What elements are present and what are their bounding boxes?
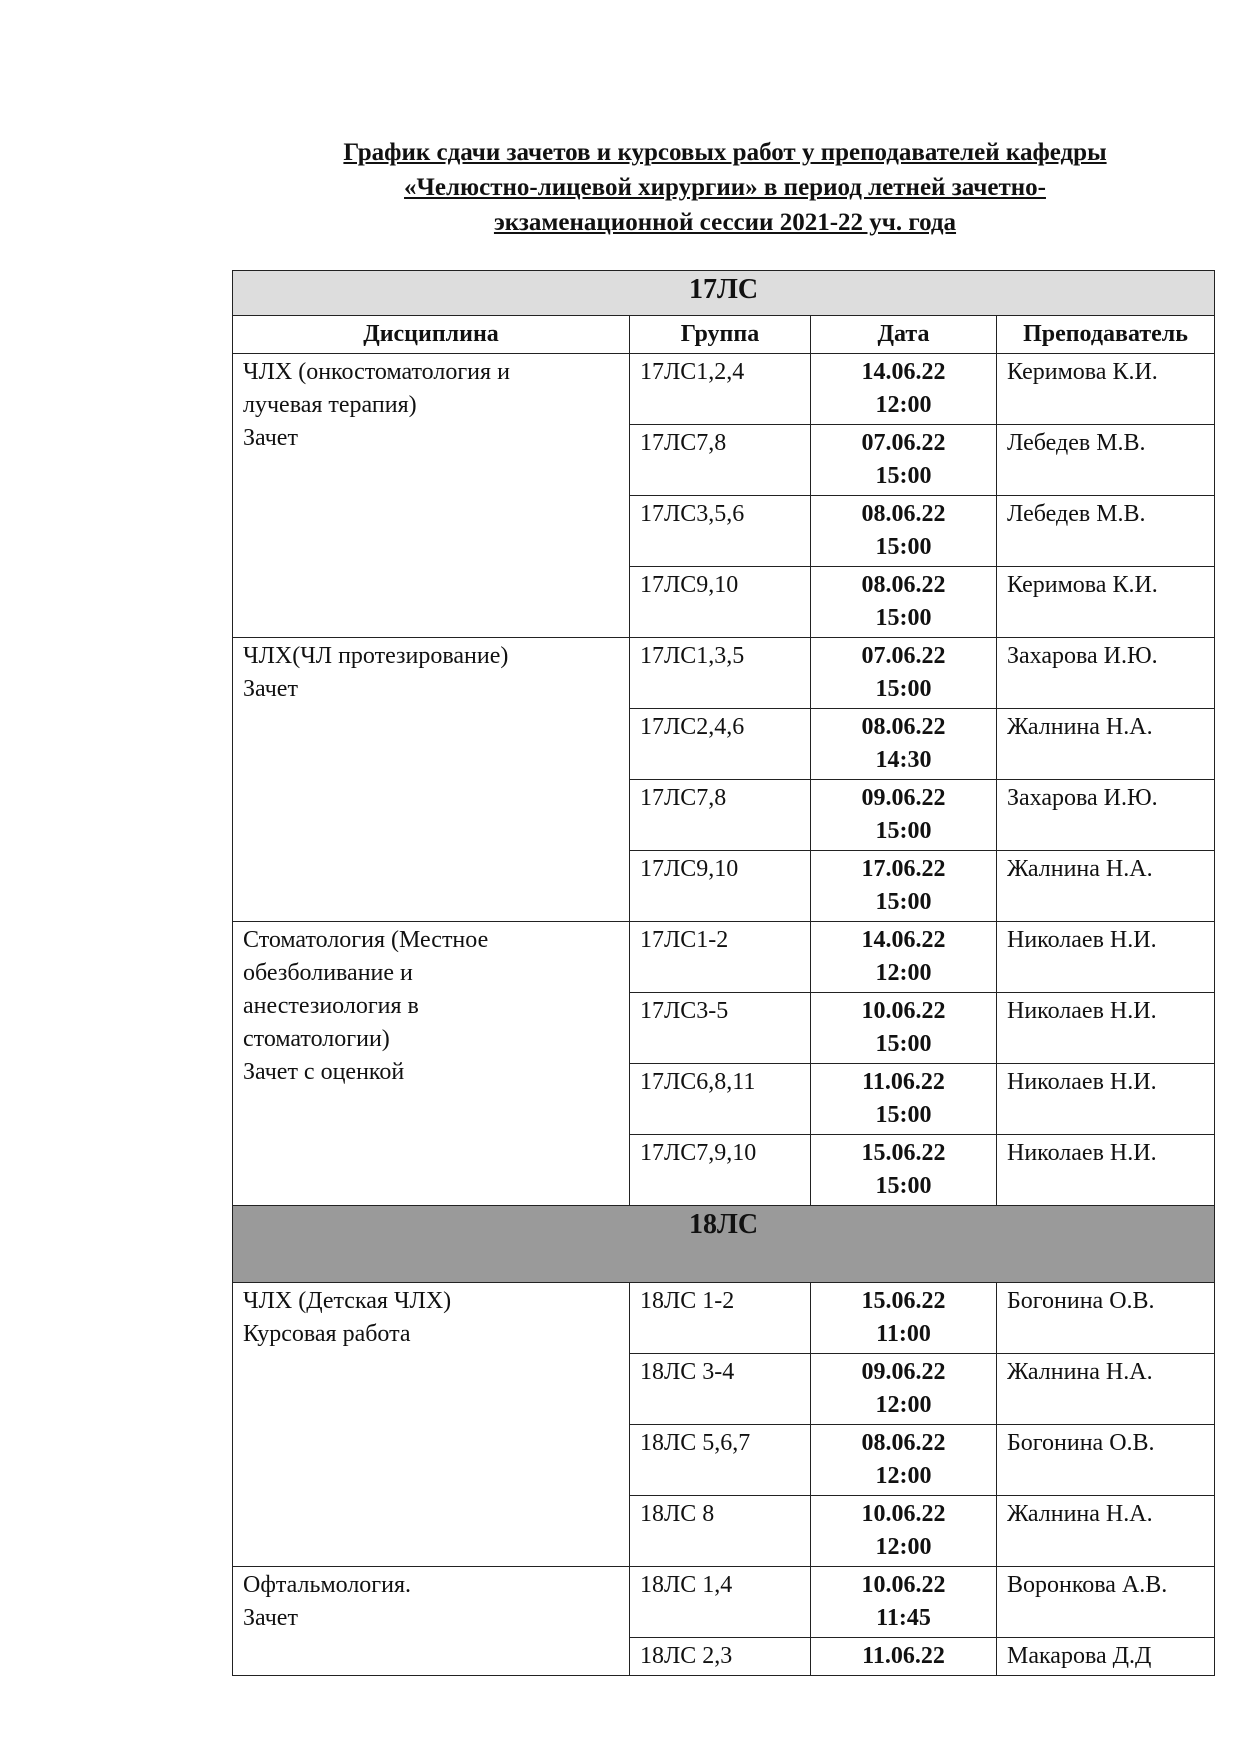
teacher-cell: Жалнина Н.А. bbox=[997, 1354, 1215, 1425]
date-value: 14.06.22 bbox=[861, 927, 946, 953]
teacher-cell: Лебедев М.В. bbox=[997, 425, 1215, 496]
teacher-cell: Керимова К.И. bbox=[997, 567, 1215, 638]
discipline-cell bbox=[233, 638, 630, 922]
discipline-line: Курсовая работа bbox=[243, 1321, 411, 1347]
group-cell: 18ЛС 5,6,7 bbox=[630, 1425, 811, 1496]
column-header-discipline: Дисциплина bbox=[233, 316, 630, 354]
teacher-cell: Жалнина Н.А. bbox=[997, 709, 1215, 780]
date-value: 08.06.22 bbox=[861, 1430, 946, 1456]
time-value: 15:00 bbox=[875, 605, 932, 631]
teacher-cell: Николаев Н.И. bbox=[997, 993, 1215, 1064]
time-value: 15:00 bbox=[875, 1173, 932, 1199]
table-row bbox=[233, 1567, 1215, 1638]
section-title: 17ЛС bbox=[233, 271, 1215, 316]
time-value: 12:00 bbox=[875, 1392, 932, 1418]
discipline-line: Зачет bbox=[243, 425, 298, 451]
group-cell: 18ЛС 2,3 bbox=[630, 1638, 811, 1676]
title-line-2: «Челюстно-лицевой хирургии» в период летней зачетно- bbox=[404, 174, 1046, 201]
document-title bbox=[230, 135, 1220, 240]
title-line-3: экзаменационной сессии 2021-22 уч. года bbox=[493, 209, 957, 236]
time-value: 12:00 bbox=[875, 1463, 932, 1489]
group-cell: 17ЛС7,8 bbox=[630, 425, 811, 496]
date-cell bbox=[811, 1064, 997, 1135]
date-value: 14.06.22 bbox=[861, 359, 946, 385]
date-cell bbox=[811, 354, 997, 425]
date-value: 08.06.22 bbox=[861, 714, 946, 740]
discipline-line: Стоматология (Местное bbox=[243, 927, 489, 953]
discipline-cell bbox=[233, 1567, 630, 1676]
table-row bbox=[233, 1283, 1215, 1354]
teacher-cell: Захарова И.Ю. bbox=[997, 780, 1215, 851]
date-cell bbox=[811, 993, 997, 1064]
time-value: 14:30 bbox=[875, 747, 932, 773]
table-row bbox=[233, 354, 1215, 425]
schedule-table bbox=[232, 270, 1215, 1676]
date-cell bbox=[811, 638, 997, 709]
group-cell: 18ЛС 3-4 bbox=[630, 1354, 811, 1425]
time-value: 11:45 bbox=[876, 1605, 931, 1631]
discipline-cell bbox=[233, 1283, 630, 1567]
teacher-cell: Жалнина Н.А. bbox=[997, 1496, 1215, 1567]
group-cell: 17ЛС6,8,11 bbox=[630, 1064, 811, 1135]
title-line-1: График сдачи зачетов и курсовых работ у преподавателей кафедры bbox=[343, 139, 1107, 166]
time-value: 15:00 bbox=[875, 676, 932, 702]
section-header-row bbox=[233, 1206, 1215, 1283]
group-cell: 17ЛС9,10 bbox=[630, 851, 811, 922]
teacher-cell: Богонина О.В. bbox=[997, 1283, 1215, 1354]
teacher-cell: Николаев Н.И. bbox=[997, 1135, 1215, 1206]
discipline-line: анестезиология в bbox=[243, 993, 419, 1019]
date-cell bbox=[811, 1567, 997, 1638]
group-cell: 17ЛС3-5 bbox=[630, 993, 811, 1064]
group-cell: 17ЛС2,4,6 bbox=[630, 709, 811, 780]
date-cell bbox=[811, 425, 997, 496]
teacher-cell: Макарова Д.Д bbox=[997, 1638, 1215, 1676]
date-cell bbox=[811, 1135, 997, 1206]
time-value: 15:00 bbox=[875, 1031, 932, 1057]
date-cell bbox=[811, 922, 997, 993]
time-value: 15:00 bbox=[875, 463, 932, 489]
teacher-cell: Захарова И.Ю. bbox=[997, 638, 1215, 709]
teacher-cell: Николаев Н.И. bbox=[997, 1064, 1215, 1135]
time-value: 12:00 bbox=[875, 392, 932, 418]
discipline-cell bbox=[233, 922, 630, 1206]
date-cell bbox=[811, 1496, 997, 1567]
date-value: 15.06.22 bbox=[861, 1140, 946, 1166]
date-cell bbox=[811, 1638, 997, 1676]
time-value: 12:00 bbox=[875, 960, 932, 986]
date-cell bbox=[811, 780, 997, 851]
date-cell bbox=[811, 709, 997, 780]
date-value: 09.06.22 bbox=[861, 785, 946, 811]
teacher-cell: Лебедев М.В. bbox=[997, 496, 1215, 567]
teacher-cell: Богонина О.В. bbox=[997, 1425, 1215, 1496]
group-cell: 18ЛС 1-2 bbox=[630, 1283, 811, 1354]
date-value: 08.06.22 bbox=[861, 572, 946, 598]
date-value: 10.06.22 bbox=[861, 998, 946, 1024]
time-value: 11:00 bbox=[876, 1321, 931, 1347]
group-cell: 18ЛС 1,4 bbox=[630, 1567, 811, 1638]
date-cell bbox=[811, 1425, 997, 1496]
table-row bbox=[233, 638, 1215, 709]
date-value: 08.06.22 bbox=[861, 501, 946, 527]
time-value: 15:00 bbox=[875, 889, 932, 915]
date-value: 07.06.22 bbox=[861, 643, 946, 669]
date-value: 15.06.22 bbox=[861, 1288, 946, 1314]
table-row bbox=[233, 922, 1215, 993]
time-value: 12:00 bbox=[875, 1534, 932, 1560]
date-cell bbox=[811, 1283, 997, 1354]
group-cell: 17ЛС3,5,6 bbox=[630, 496, 811, 567]
time-value: 15:00 bbox=[875, 534, 932, 560]
date-cell bbox=[811, 1354, 997, 1425]
section-title: 18ЛС bbox=[233, 1206, 1215, 1283]
discipline-cell bbox=[233, 354, 630, 638]
column-header-row bbox=[233, 316, 1215, 354]
column-header-date: Дата bbox=[811, 316, 997, 354]
date-value: 07.06.22 bbox=[861, 430, 946, 456]
date-value: 09.06.22 bbox=[861, 1359, 946, 1385]
group-cell: 17ЛС1,2,4 bbox=[630, 354, 811, 425]
discipline-line: ЧЛХ (онкостоматология и bbox=[243, 359, 510, 385]
teacher-cell: Жалнина Н.А. bbox=[997, 851, 1215, 922]
discipline-line: Зачет bbox=[243, 1605, 298, 1631]
discipline-line: лучевая терапия) bbox=[243, 392, 417, 418]
column-header-group: Группа bbox=[630, 316, 811, 354]
schedule-body bbox=[233, 271, 1215, 1676]
section-header-row bbox=[233, 271, 1215, 316]
teacher-cell: Керимова К.И. bbox=[997, 354, 1215, 425]
discipline-line: Зачет bbox=[243, 676, 298, 702]
column-header-teacher: Преподаватель bbox=[997, 316, 1215, 354]
group-cell: 18ЛС 8 bbox=[630, 1496, 811, 1567]
discipline-line: Зачет с оценкой bbox=[243, 1059, 405, 1085]
date-value: 17.06.22 bbox=[861, 856, 946, 882]
discipline-line: ЧЛХ(ЧЛ протезирование) bbox=[243, 643, 509, 669]
group-cell: 17ЛС1-2 bbox=[630, 922, 811, 993]
group-cell: 17ЛС7,8 bbox=[630, 780, 811, 851]
group-cell: 17ЛС1,3,5 bbox=[630, 638, 811, 709]
discipline-line: ЧЛХ (Детская ЧЛХ) bbox=[243, 1288, 452, 1314]
date-cell bbox=[811, 567, 997, 638]
date-cell bbox=[811, 496, 997, 567]
discipline-line: обезболивание и bbox=[243, 960, 413, 986]
date-value: 11.06.22 bbox=[862, 1069, 945, 1095]
time-value: 15:00 bbox=[875, 818, 932, 844]
date-value: 10.06.22 bbox=[861, 1572, 946, 1598]
teacher-cell: Воронкова А.В. bbox=[997, 1567, 1215, 1638]
date-value: 11.06.22 bbox=[862, 1643, 945, 1669]
group-cell: 17ЛС7,9,10 bbox=[630, 1135, 811, 1206]
discipline-line: стоматологии) bbox=[243, 1026, 390, 1052]
group-cell: 17ЛС9,10 bbox=[630, 567, 811, 638]
date-value: 10.06.22 bbox=[861, 1501, 946, 1527]
date-cell bbox=[811, 851, 997, 922]
time-value: 15:00 bbox=[875, 1102, 932, 1128]
teacher-cell: Николаев Н.И. bbox=[997, 922, 1215, 993]
discipline-line: Офтальмология. bbox=[243, 1572, 412, 1598]
